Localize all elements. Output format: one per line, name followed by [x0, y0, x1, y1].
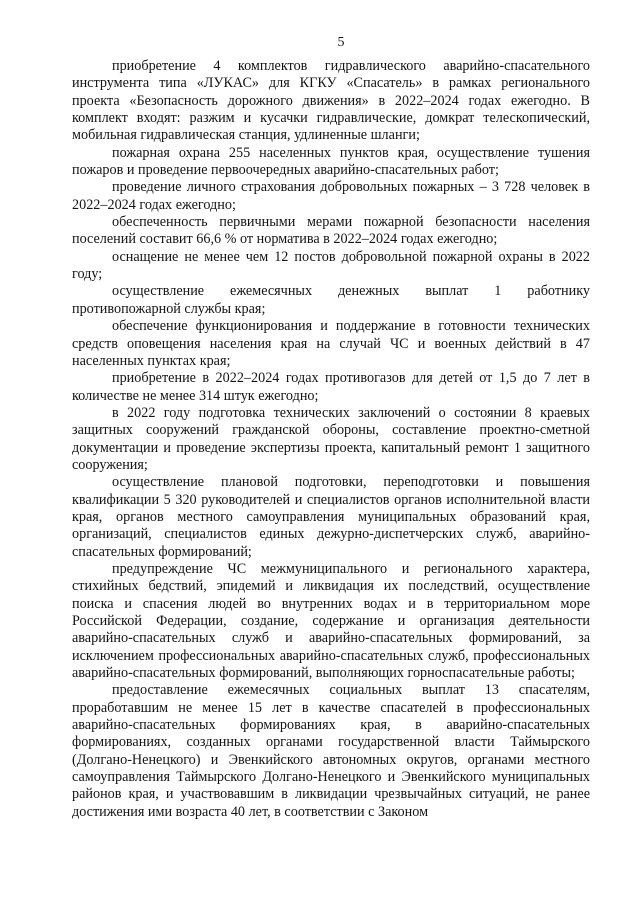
paragraph-fire-safety-provision: обеспеченность первичными мерами пожарной безопасности населения поселений составит 66,6 % от норматива в 2022–2024 годах ежегодно; — [72, 214, 590, 248]
paragraph-lukas-equipment: приобретение 4 комплектов гидравлического аварийно-спасательного инструмента типа «ЛУКАС» для КГКУ «Спасатель» в рамках регионального проекта «Безопасность дорожного движения» в 2022–2024 годах ежегодно. В комплект входят: разжим и кусачки гидравлические, домкрат телескопический, мобильная гидравлическая станция, удлиненные шланги; — [72, 58, 590, 144]
paragraph-monthly-payments: осуществление ежемесячных денежных выплат 1 работнику противопожарной службы края; — [72, 283, 590, 317]
paragraph-volunteer-insurance: проведение личного страхования добровольных пожарных – 3 728 человек в 2022–2024 годах ежегодно; — [72, 179, 590, 213]
paragraph-gas-masks: приобретение в 2022–2024 годах противогазов для детей от 1,5 до 7 лет в количестве не менее 314 штук ежегодно; — [72, 370, 590, 404]
paragraph-fire-protection: пожарная охрана 255 населенных пунктов края, осуществление тушения пожаров и проведение первоочередных аварийно-спасательных работ; — [72, 144, 590, 179]
paragraph-training: осуществление плановой подготовки, переподготовки и повышения квалификации 5 320 руководителей и специалистов органов исполнительной власти края, органов местного самоуправления муниципальных образований края, организаций, специалистов единых дежурно-диспетчерских служб, аварийно-спасательных формирований; — [72, 474, 590, 560]
paragraph-volunteer-posts: оснащение не менее чем 12 постов добровольной пожарной охраны в 2022 году; — [72, 248, 590, 283]
paragraph-emergency-prevention: предупреждение ЧС межмуниципального и регионального характера, стихийных бедствий, эпидемий и ликвидация их последствий, осуществление поиска и спасения людей во внутренних водах и в территориальном море Российской Федерации, создание, содержание и организация деятельности аварийно-спасательных служб и аварийно-спасательных формирований, за исключением профессиональных аварийно-спасательных служб, профессиональных аварийно-спасательных формирований, выполняющих горноспасательные работы; — [72, 560, 590, 682]
paragraph-rescuer-payments: предоставление ежемесячных социальных выплат 13 спасателям, проработавшим не менее 15 лет в качестве спасателей в профессиональных аварийно-спасательных формированиях края, в аварийно-спасательных формированиях, созданных органами государственной власти Таймырского (Долгано-Ненецкого) и Эвенкийского автономных округов, органами местного самоуправления Таймырского Долгано-Ненецкого и Эвенкийского муниципальных районов края, и участвовавшим в ликвидации чрезвычайных ситуаций, не ранее достижения ими возраста 40 лет, в соответствии с Законом — [72, 682, 590, 820]
page-number: 5 — [337, 35, 345, 50]
paragraph-warning-systems: обеспечение функционирования и поддержание в готовности технических средств оповещения населения края на случай ЧС и военных действий в 47 населенных пунктах края; — [72, 318, 590, 369]
paragraph-protective-structures: в 2022 году подготовка технических заключений о состоянии 8 краевых защитных сооружений гражданской обороны, составление проектно-сметной документации и проведение экспертизы проекта, капитальный ремонт 1 защитного сооружения; — [72, 404, 590, 473]
